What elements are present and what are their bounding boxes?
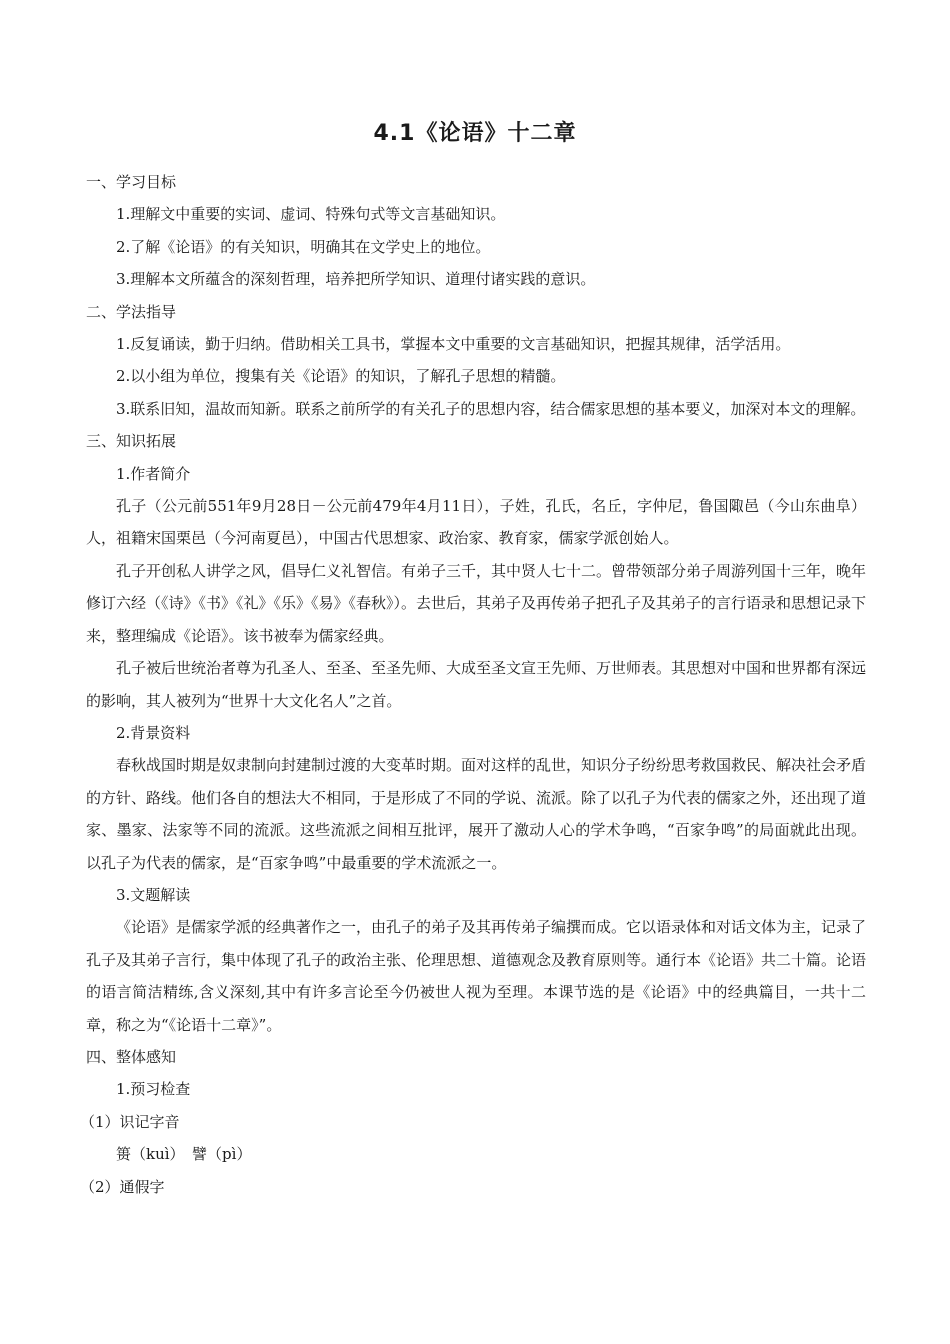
goal-item: 3.理解本文所蕴含的深刻哲理，培养把所学知识、道理付诸实践的意识。 — [116, 270, 596, 289]
subheading-author: 1.作者简介 — [116, 464, 191, 483]
item-loan-characters: （2）通假字 — [80, 1177, 165, 1196]
subheading-background: 2.背景资料 — [116, 723, 191, 742]
background-paragraph: 春秋战国时期是奴隶制向封建制过渡的大变革时期。面对这样的乱世，知识分子纷纷思考救国救民、解决社会矛盾的方针、路线。他们各自的想法大不相同，于是形成了不同的学说、流派。除了以孔子为代表的儒家之外，还出现了道家、墨家、法家等不同的流派。这些流派之间相互批评，展开了激动人心的学术争鸣，“百家争鸣”的局面就此出现。以孔子为代表的儒家，是“百家争鸣”中最重要的学术流派之一。 — [86, 756, 867, 872]
goal-item: 2.了解《论语》的有关知识，明确其在文学史上的地位。 — [116, 237, 491, 256]
method-item: 3.联系旧知，温故而知新。联系之前所学的有关孔子的思想内容，结合儒家思想的基本要义，加深对本文的理解。 — [116, 399, 866, 418]
section-heading-method: 二、学法指导 — [86, 302, 177, 321]
author-paragraph: 孔子（公元前551年9月28日－公元前479年4月11日），子姓，孔氏，名丘，字仲尼，鲁国陬邑（今山东曲阜）人，祖籍宋国栗邑（今河南夏邑），中国古代思想家、政治家、教育家，儒家学派创始人。 — [86, 497, 866, 548]
subheading-preview: 1.预习检查 — [116, 1080, 191, 1099]
section-heading-knowledge: 三、知识拓展 — [86, 432, 177, 451]
title-reading-paragraph: 《论语》是儒家学派的经典著作之一，由孔子的弟子及其再传弟子编撰而成。它以语录体和对话文体为主，记录了孔子及其弟子言行，集中体现了孔子的政治主张、伦理思想、道德观念及教育原则等。通行本《论语》共二十篇。论语的语言简洁精练,含义深刻,其中有许多言论至今仍被世人视为至理。本课节选的是《论语》中的经典篇目，一共十二章，称之为“《论语十二章》”。 — [86, 918, 867, 1034]
pronunciation-line: 篑（kuì） 譬（pì） — [116, 1145, 252, 1164]
subheading-title-reading: 3.文题解读 — [116, 885, 191, 904]
method-item: 2.以小组为单位，搜集有关《论语》的知识，了解孔子思想的精髓。 — [116, 367, 566, 386]
section-heading-perception: 四、整体感知 — [86, 1047, 177, 1066]
section-heading-goals: 一、学习目标 — [86, 173, 177, 191]
author-paragraph: 孔子被后世统治者尊为孔圣人、至圣、至圣先师、大成至圣文宣王先师、万世师表。其思想对中国和世界都有深远的影响，其人被列为“世界十大文化名人”之首。 — [86, 659, 867, 710]
method-item: 1.反复诵读，勤于归纳。借助相关工具书，掌握本文中重要的文言基础知识，把握其规律，活学活用。 — [116, 335, 791, 354]
document-body — [80, 166, 867, 1203]
goal-item: 1.理解文中重要的实词、虚词、特殊句式等文言基础知识。 — [116, 205, 506, 224]
page-title: 4.1《论语》十二章 — [373, 121, 577, 146]
author-paragraph: 孔子开创私人讲学之风，倡导仁义礼智信。有弟子三千，其中贤人七十二。曾带领部分弟子周游列国十三年，晚年修订六经（《诗》《书》《礼》《乐》《易》《春秋》）。去世后，其弟子及再传弟子把孔子及其弟子的言行语录和思想记录下来，整理编成《论语》。该书被奉为儒家经典。 — [86, 561, 867, 645]
item-pronunciation: （1）识记字音 — [80, 1112, 180, 1131]
